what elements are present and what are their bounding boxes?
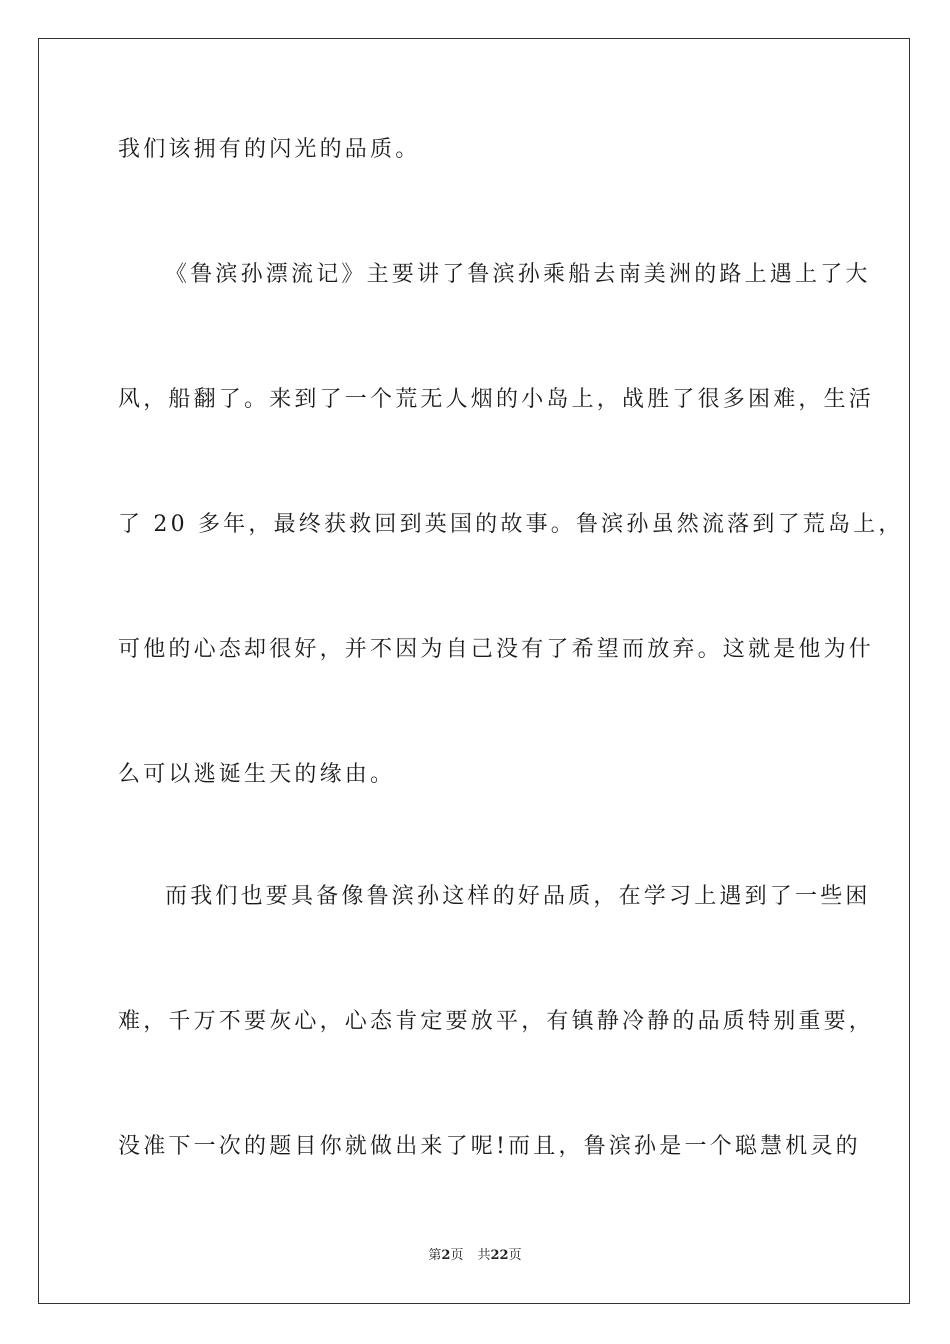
text-line-4: 了 20 多年，最终获救回到英国的故事。鲁滨孙虽然流落到了荒岛上，	[118, 512, 904, 537]
footer-total-suffix: 页	[508, 1248, 522, 1263]
text-line-8: 难，千万不要灰心，心态肯定要放平，有镇静冷静的品质特别重要，	[118, 1009, 875, 1034]
footer-total-prefix: 共	[477, 1248, 491, 1263]
text-line-3: 风，船翻了。来到了一个荒无人烟的小岛上，战胜了很多困难，生活	[118, 387, 875, 412]
text-line-5: 可他的心态却很好，并不因为自己没有了希望而放弃。这就是他为什	[118, 637, 875, 662]
text-line-9: 没准下一次的题目你就做出来了呢!而且，鲁滨孙是一个聪慧机灵的	[118, 1134, 861, 1159]
footer-page-number: 2	[441, 1248, 451, 1263]
footer-page-prefix: 第	[428, 1248, 442, 1263]
text-line-6: 么可以逃诞生天的缘由。	[118, 762, 396, 787]
text-line-7: 而我们也要具备像鲁滨孙这样的好品质，在学习上遇到了一些困	[165, 884, 871, 909]
footer-page-suffix: 页	[450, 1248, 464, 1263]
page-footer	[0, 1247, 950, 1265]
text-line-1: 我们该拥有的闪光的品质。	[118, 137, 421, 162]
text-line-2: 《鲁滨孙漂流记》主要讲了鲁滨孙乘船去南美洲的路上遇上了大	[165, 262, 871, 287]
footer-total-pages: 22	[490, 1248, 509, 1263]
page-border	[38, 38, 910, 1304]
